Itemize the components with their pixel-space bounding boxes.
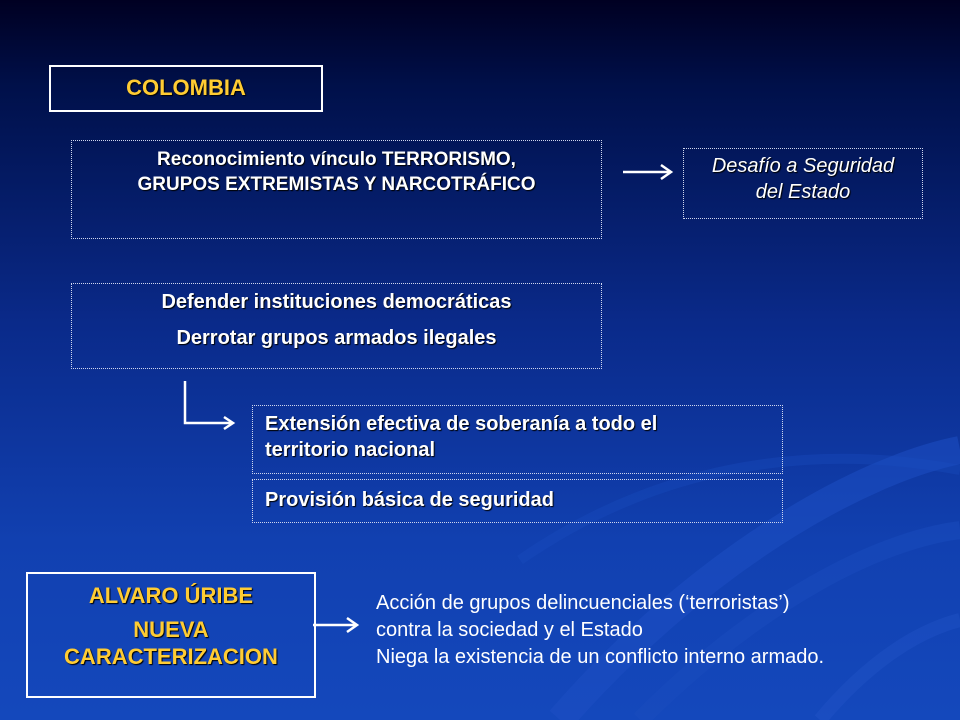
arrow-right-icon (622, 163, 674, 181)
elbow-arrow-icon (180, 380, 240, 430)
colombia-title-box (49, 65, 323, 112)
desafio-line-1: Desafío a Seguridad (711, 155, 895, 177)
accion-line-3: Niega la existencia de un conflicto interno armado. (376, 646, 825, 668)
accion-line-2: contra la sociedad y el Estado (376, 619, 643, 641)
provision-text: Provisión básica de seguridad (265, 489, 554, 511)
reconocimiento-line-1: Reconocimiento vínculo TERRORISMO, (157, 149, 516, 170)
objetivos-box (71, 283, 602, 369)
extension-box (252, 405, 783, 474)
reconocimiento-box (71, 140, 602, 239)
uribe-box (26, 572, 316, 698)
objetivo-defender: Defender instituciones democráticas (161, 291, 512, 313)
desafio-box (683, 148, 923, 219)
colombia-title: COLOMBIA (126, 75, 246, 100)
accion-description (376, 590, 946, 671)
desafio-line-2: del Estado (755, 181, 851, 203)
uribe-subtitle (28, 616, 314, 670)
arrow-right-icon (312, 616, 360, 634)
uribe-subtitle-line-1: NUEVA (133, 617, 209, 642)
extension-line-1: Extensión efectiva de soberanía a todo el (265, 413, 658, 435)
reconocimiento-line-2: GRUPOS EXTREMISTAS Y NARCOTRÁFICO (137, 174, 536, 195)
extension-line-2: territorio nacional (265, 439, 436, 461)
objetivo-derrotar: Derrotar grupos armados ilegales (176, 327, 497, 349)
uribe-subtitle-line-2: CARACTERIZACION (64, 644, 278, 669)
provision-box (252, 479, 783, 523)
accion-line-1: Acción de grupos delincuenciales (‘terroristas’) (376, 592, 790, 614)
uribe-name: ALVARO ÚRIBE (88, 583, 254, 608)
